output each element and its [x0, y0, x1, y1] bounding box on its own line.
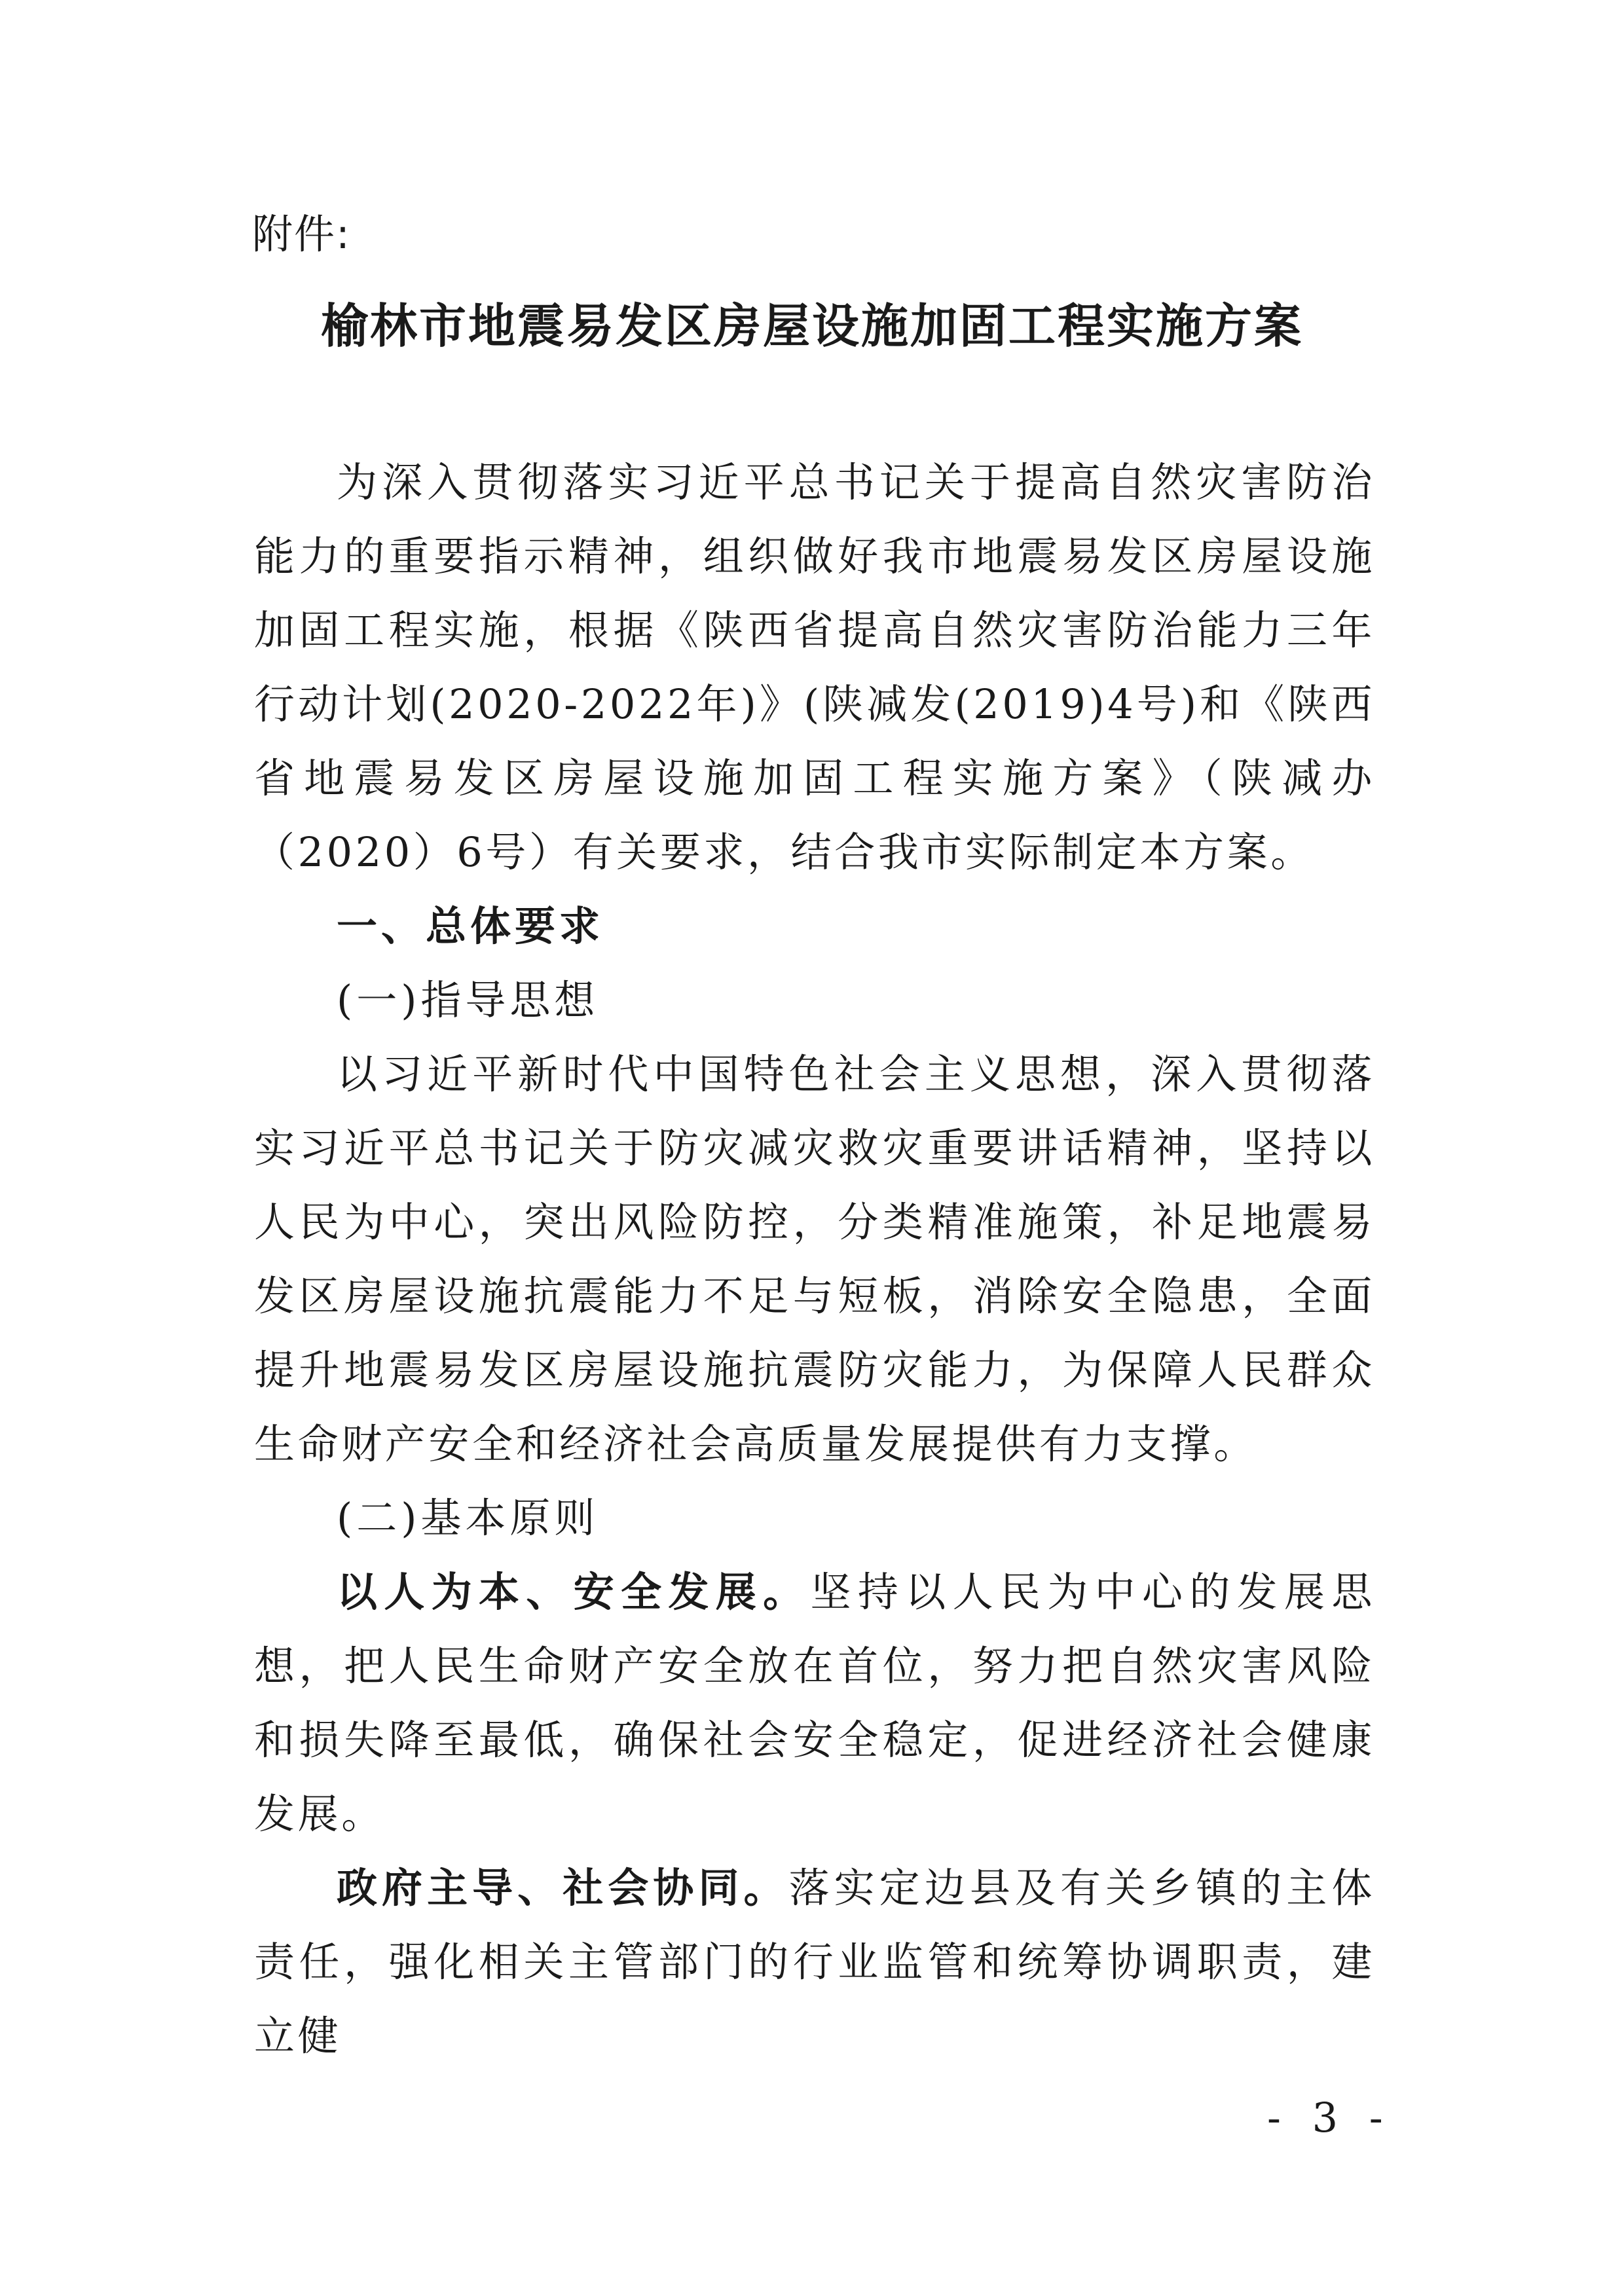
intro-paragraph: 为深入贯彻落实习近平总书记关于提高自然灾害防治能力的重要指示精神，组织做好我市地震易发区房屋设施加固工程实施，根据《陕西省提高自然灾害防治能力三年行动计划(2020-2022年)》(陕减发(2019)4号)和《陕西省地震易发区房屋设施加固工程实施方案》（陕减办（2020）6号）有关要求，结合我市实际制定本方案。 [254, 458, 1375, 876]
section-heading-general-requirements: 一、总体要求 [337, 902, 604, 950]
document-title: 榆林市地震易发区房屋设施加固工程实施方案 [320, 298, 1303, 354]
attachment-label: 附件: [252, 210, 351, 258]
principle-text: 落实定边县及有关乡镇的主体责任，强化相关主管部门的行业监管和统筹协调职责，建立健 [254, 1864, 1375, 2060]
principle-lead: 以人为本、安全发展。 [337, 1568, 811, 1616]
principle-paragraph [254, 1555, 1375, 1851]
principle-text: 坚持以人民为中心的发展思想，把人民生命财产安全放在首位，努力把自然灾害风险和损失降至最低，确保社会安全稳定，促进经济社会健康发展。 [254, 1568, 1375, 1838]
subsection-heading-guiding-ideology: (一)指导思想 [337, 976, 599, 1024]
document-body [254, 445, 1375, 2073]
principle-paragraph [254, 1851, 1375, 2073]
guiding-ideology-paragraph: 以习近平新时代中国特色社会主义思想，深入贯彻落实习近平总书记关于防灾减灾救灾重要讲话精神，坚持以人民为中心，突出风险防控，分类精准施策，补足地震易发区房屋设施抗震能力不足与短板，消除安全隐患，全面提升地震易发区房屋设施抗震防灾能力，为保障人民群众生命财产安全和经济社会高质量发展提供有力支撑。 [254, 1050, 1375, 1468]
principle-lead: 政府主导、社会协同。 [337, 1864, 789, 1912]
page-number: - 3 - [1267, 2094, 1392, 2141]
subsection-heading-basic-principles: (二)基本原则 [337, 1494, 599, 1542]
